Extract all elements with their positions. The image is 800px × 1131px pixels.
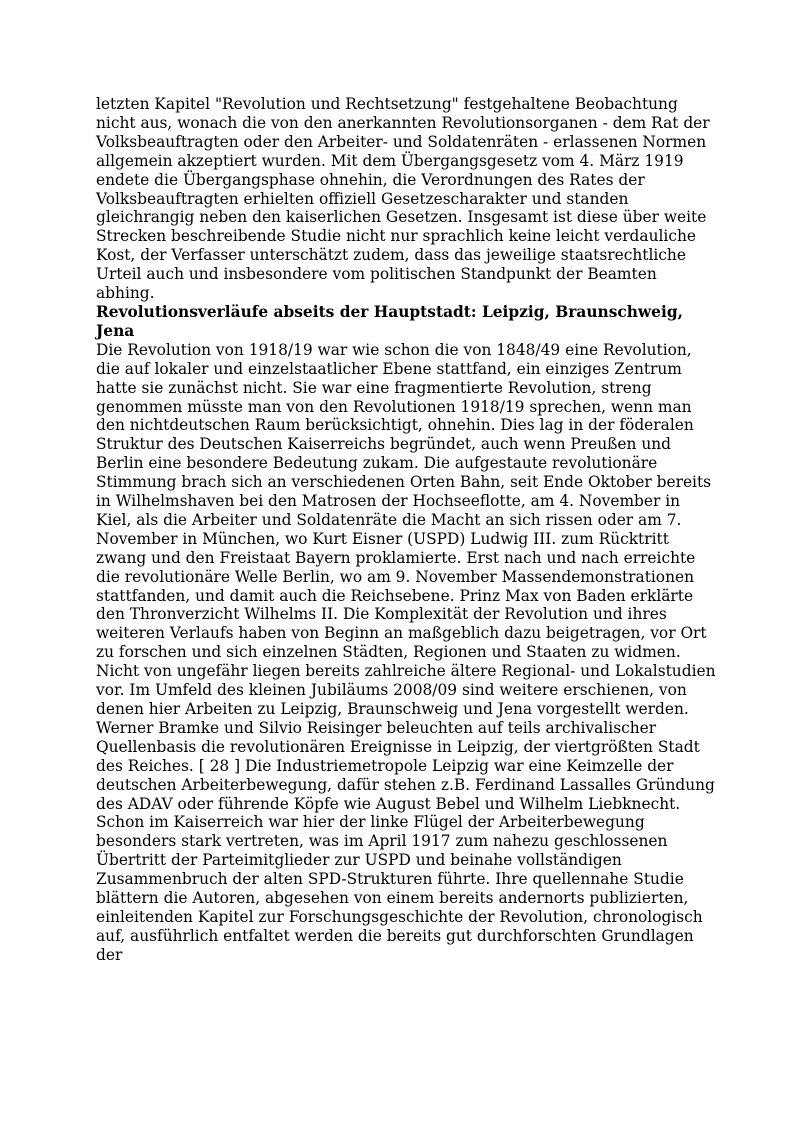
section-heading: Revolutionsverläufe abseits der Hauptstadt: Leipzig, Braunschweig, Jena (96, 302, 683, 340)
document-page (96, 95, 716, 965)
paragraph-revolution-overview: Die Revolution von 1918/19 war wie schon die von 1848/49 eine Revolution, die auf lokaler und einzelstaatlicher Ebene stattfand, ein einziges Zentrum hatte sie zunächst nicht. Sie war eine fragmentierte Revolution, streng genommen müsste man von den Revolutionen 1918/19 sprechen, wenn man den nichtdeutschen Raum berücksichtigt, ohnehin. Dies lag in der föderalen Struktur des Deutschen Kaiserreichs begründet, auch wenn Preußen und Berlin eine besondere Bedeutung zukam. Die aufgestaute revolutionäre Stimmung brach sich an verschiedenen Orten Bahn, seit Ende Oktober bereits in Wilhelmshaven bei den Matrosen der Hochseeflotte, am 4. November in Kiel, als die Arbeiter und Soldatenräte die Macht an sich rissen oder am 7. November in München, wo Kurt Eisner (USPD) Ludwig III. zum Rücktritt zwang und den Freistaat Bayern proklamierte. Erst nach und nach erreichte die revolutionäre Welle Berlin, wo am 9. November Massendemonstrationen stattfanden, und damit auch die Reichsebene. Prinz Max von Baden erklärte den Thronverzicht Wilhelms II. Die Komplexität der Revolution und ihres weiteren Verlaufs haben von Beginn an maßgeblich dazu beigetragen, vor Ort zu forschen und sich einzelnen Städten, Regionen und Staaten zu widmen. Nicht von ungefähr liegen bereits zahlreiche ältere Regional- und Lokalstudien vor. Im Umfeld des kleinen Jubiläums 2008/09 sind weitere erschienen, von denen hier Arbeiten zu Leipzig, Braunschweig und Jena vorgestellt werden. (96, 340, 716, 718)
paragraph-leipzig-study: Werner Bramke und Silvio Reisinger beleuchten auf teils archivalischer Quellenbasis die revolutionären Ereignisse in Leipzig, der viertgrößten Stadt des Reiches. [ 28 ] Die Industriemetropole Leipzig war eine Keimzelle der deutschen Arbeiterbewegung, dafür stehen z.B. Ferdinand Lassalles Gründung des ADAV oder führende Köpfe wie August Bebel und Wilhelm Liebknecht. Schon im Kaiserreich war hier der linke Flügel der Arbeiterbewegung besonders stark vertreten, was im April 1917 zum nahezu geschlossenen Übertritt der Parteimitglieder zur USPD und beinahe vollständigen Zusammenbruch der alten SPD-Strukturen führte. Ihre quellennahe Studie blättern die Autoren, abgesehen von einem bereits andernorts publizierten, einleitenden Kapitel zur Forschungsgeschichte der Revolution, chronologisch auf, ausführlich entfaltet werden die bereits gut durchforschten Grundlagen der (96, 718, 715, 964)
paragraph-intro: letzten Kapitel "Revolution und Rechtsetzung" festgehaltene Beobachtung nicht aus, wonach die von den anerkannten Revolutionsorganen - dem Rat der Volksbeauftragten oder den Arbeiter- und Soldatenräten - erlassenen Normen allgemein akzeptiert wurden. Mit dem Übergangsgesetz vom 4. März 1919 endete die Übergangsphase ohnehin, die Verordnungen des Rates der Volksbeauftragten erhielten offiziell Gesetzescharakter und standen gleichrangig neben den kaiserlichen Gesetzen. Insgesamt ist diese über weite Strecken beschreibende Studie nicht nur sprachlich keine leicht verdauliche Kost, der Verfasser unterschätzt zudem, dass das jeweilige staatsrechtliche Urteil auch und insbesondere vom politischen Standpunkt der Beamten abhing. (96, 95, 710, 303)
